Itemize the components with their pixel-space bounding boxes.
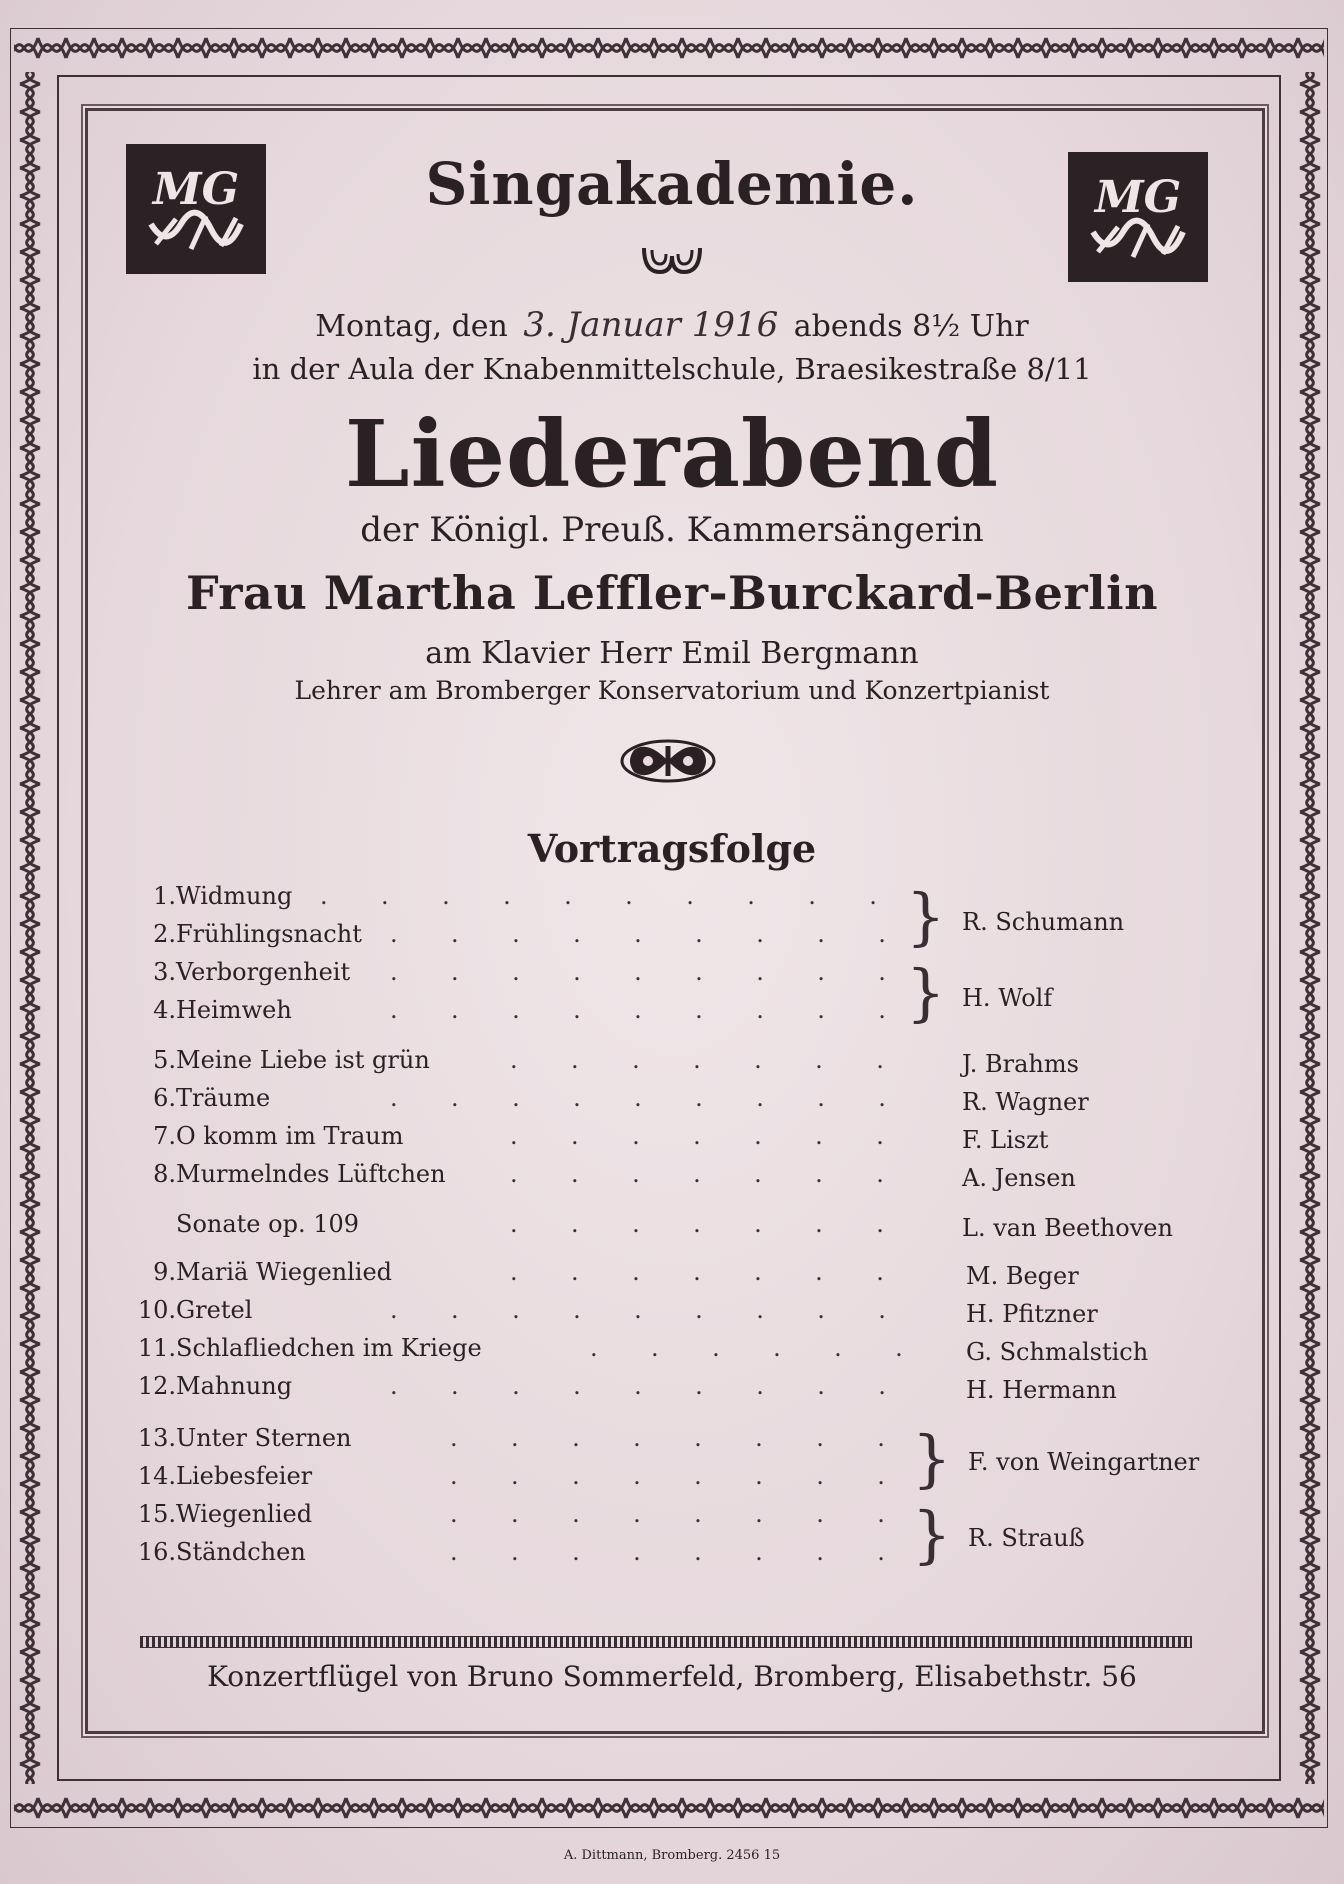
composer: F. von Weingartner (968, 1448, 1200, 1476)
composer: H. Hermann (966, 1376, 1117, 1404)
composer: L. van Beethoven (962, 1214, 1173, 1242)
program-heading: Vortragsfolge (527, 826, 817, 871)
brace: } (912, 1422, 952, 1495)
date-prefix: Montag, den (315, 309, 508, 344)
accompanist: am Klavier Herr Emil Bergmann (425, 636, 919, 671)
divider-rule (140, 1636, 1192, 1648)
composer: R. Schumann (962, 908, 1125, 936)
date-line (0, 305, 1344, 345)
composer: R. Strauß (968, 1524, 1085, 1552)
composer: M. Beger (966, 1262, 1079, 1290)
time: abends 8½ Uhr (793, 309, 1029, 344)
composer: R. Wagner (962, 1088, 1089, 1116)
composer: H. Pfitzner (966, 1300, 1098, 1328)
composer: A. Jensen (962, 1164, 1076, 1192)
butterfly-ornament-icon (618, 736, 718, 786)
footer-piano: Konzertflügel von Bruno Sommerfeld, Bromberg, Elisabethstr. 56 (207, 1660, 1137, 1693)
composer: H. Wolf (962, 984, 1053, 1012)
accompanist-role: Lehrer am Bromberger Konservatorium und Konzertpianist (294, 676, 1050, 705)
performer-title: der Königl. Preuß. Kammersängerin (360, 510, 984, 550)
composer: G. Schmalstich (966, 1338, 1149, 1366)
composer: J. Brahms (962, 1050, 1079, 1078)
page-title: Singakademie. (425, 150, 919, 218)
brace: } (906, 956, 946, 1029)
svg-text:MG: MG (152, 164, 240, 215)
brace: } (912, 1498, 952, 1571)
brace: } (906, 880, 946, 953)
performer-name: Frau Martha Leffler-Burckard-Berlin (185, 566, 1159, 620)
event-title: Liederabend (344, 400, 1000, 508)
small-ornament-icon (640, 244, 704, 278)
svg-text:MG: MG (1094, 172, 1182, 223)
venue-line: in der Aula der Knabenmittelschule, Braesikestraße 8/11 (252, 352, 1092, 386)
composer: F. Liszt (962, 1126, 1049, 1154)
printer-imprint: A. Dittmann, Bromberg. 2456 15 (563, 1848, 781, 1863)
handwritten-date: 3. Januar 1916 (523, 305, 779, 345)
